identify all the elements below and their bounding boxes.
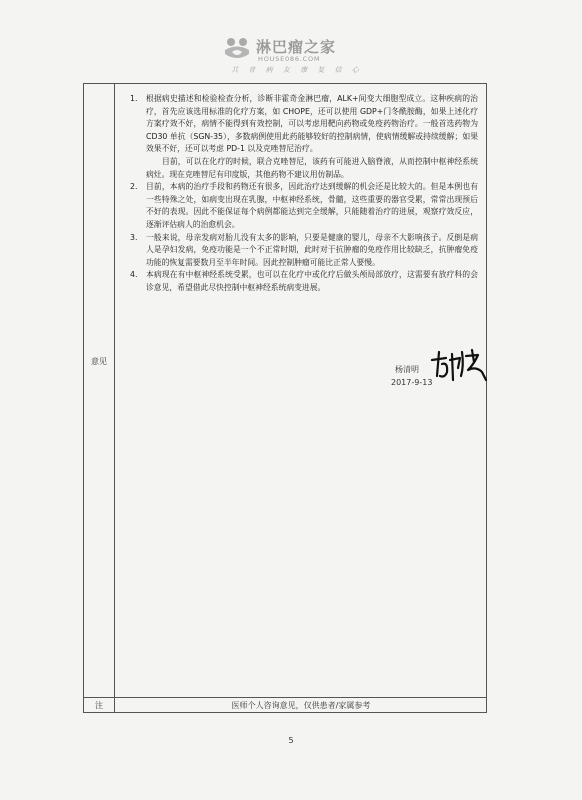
item-number: 2. bbox=[130, 182, 138, 192]
item-number: 3. bbox=[130, 232, 138, 242]
doctor-name: 杨清明 bbox=[395, 365, 419, 374]
item-paragraph: 根据病史描述和检验检查分析，诊断非霍奇金淋巴瘤，ALK+间变大细胞型成立。这种疾病的治疗，首先应该选用标准的化疗方案，如 CHOPE，还可以使用 GDP+门冬酰胺酶，如果上述化疗方案疗效不好，病情不能得到有效控制，可以考虑用靶向药物或免疫药物治疗。一般首选药物为 CD30 单抗（SGN-35），多数病例使用此药能够较好的控制病情，使病情缓解或持续缓解；如果效果不好，还可以考虑 PD-1 以及克唑替尼治疗。 bbox=[146, 94, 478, 154]
opinion-label: 意见 bbox=[91, 357, 107, 366]
item-paragraph: 目前，本病的治疗手段和药物还有很多，因此治疗达到缓解的机会还是比较大的。但是本例也有一些特殊之处，如病变出现在乳腺，中枢神经系统，骨髓，这些重要的器官受累，常常出现预后不好的表现。因此不能保证每个病例都能达到完全缓解，只能随着治疗的进展，观察疗效反应，逐渐评估病人的治愈机会。 bbox=[146, 182, 478, 229]
handwritten-signature bbox=[428, 346, 490, 384]
note-label: 注 bbox=[95, 701, 103, 710]
item-number: 1. bbox=[130, 94, 138, 103]
opinion-item bbox=[126, 181, 478, 231]
opinion-content bbox=[126, 93, 478, 295]
site-logo bbox=[222, 34, 372, 82]
item-paragraph: 目前，可以在化疗的时候，联合克唑替尼，该药有可能进入脑脊液，从而控制中枢神经系统病灶。现在克唑替尼有印度版，其他药物不建议用仿制品。 bbox=[146, 156, 478, 179]
signature-date: 2017-9-13 bbox=[391, 378, 433, 387]
item-number: 4. bbox=[130, 270, 138, 280]
opinion-item bbox=[126, 232, 478, 270]
item-paragraph: 本病现在有中枢神经系统受累，也可以在化疗中或化疗后做头颅局部放疗，这需要有放疗科的会诊意见，希望借此尽快控制中枢神经系统病变进展。 bbox=[146, 270, 478, 292]
table-row-divider bbox=[83, 697, 487, 698]
note-text: 医师个人咨询意见，仅供患者/家属参考 bbox=[231, 701, 371, 710]
logo-url: HOUSE086.COM bbox=[258, 55, 321, 63]
page-number: 5 bbox=[288, 736, 294, 745]
opinion-item bbox=[126, 93, 478, 181]
item-paragraph: 一般来说，母亲发病对胎儿没有太多的影响，只要是健康的婴儿，母亲不大影响孩子。反倒是病人是孕妇发病，免疫功能是一个不正常时期，此时对于抗肿瘤的免疫作用比较缺乏，抗肿瘤免疫功能的恢复需要数月至半年时间。因此控制肿瘤可能比正常人要慢。 bbox=[146, 232, 478, 267]
logo-title: 淋巴瘤之家 bbox=[256, 38, 337, 56]
table-column-divider bbox=[114, 83, 115, 713]
logo-emblem-icon bbox=[222, 34, 252, 64]
logo-slogan: 共 育 病 友 康 复 信 心 bbox=[231, 66, 363, 74]
opinion-item bbox=[126, 269, 478, 294]
